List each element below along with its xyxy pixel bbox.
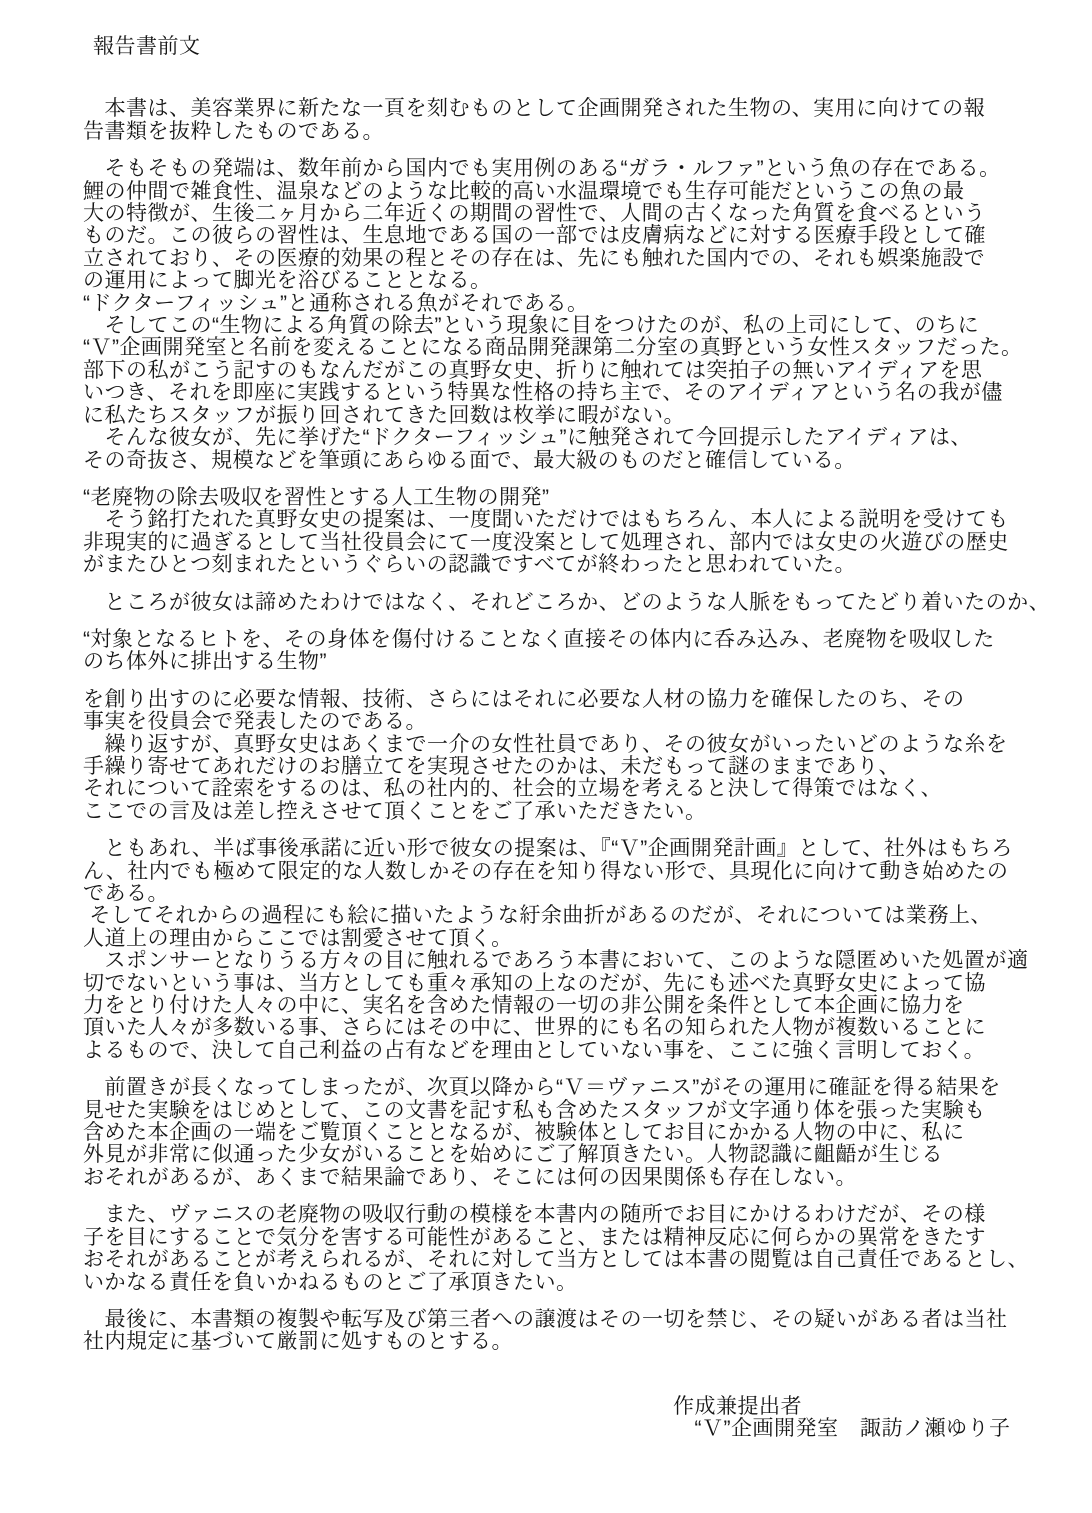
text-line: 人道上の理由からここでは割愛させて頂く。 xyxy=(83,926,513,950)
text-line: 部下の私がこう記すのもなんだがこの真野女史、折りに触れては突拍子の無いアイディアを思 xyxy=(83,358,983,382)
text-line: 立されており、その医療的効果の程とその存在は、先にも触れた国内での、それも娯楽施設で xyxy=(83,246,986,270)
text-line: の運用によって脚光を浴びることとなる。 xyxy=(83,269,492,293)
text-line: 含めた本企画の一端をご覧頂くこととなるが、被験体としてお目にかかる人物の中に、私に xyxy=(83,1121,965,1145)
text-line: ところが彼女は諦めたわけではなく、それどころか、どのような人脈をもってたどり着いたのか、 xyxy=(83,590,1051,614)
text-line: いかなる責任を負いかねるものとご了承頂きたい。 xyxy=(83,1270,578,1294)
text-line: “Ｖ”企画開発室と名前を変えることになる商品開発課第二分室の真野という女性スタッフだった。 xyxy=(83,336,1023,360)
text-line: 力をとり付けた人々の中に、実名を含めた情報の一切の非公開を条件として本企画に協力を xyxy=(83,994,965,1018)
text-line: 社内規定に基づいて厳罰に処すものとする。 xyxy=(83,1330,513,1354)
text-line: ん、社内でも極めて限定的な人数しかその存在を知り得ない形で、具現化に向けて動き始めたの xyxy=(83,859,1009,883)
text-line: “対象となるヒトを、その身体を傷付けることなく直接その体内に呑み込み、老廃物を吸収した xyxy=(83,627,995,651)
text-line: がまたひとつ刻まれたというぐらいの認識ですべてが終わったと思われていた。 xyxy=(83,553,856,577)
text-line: おそれがあるが、あくまで結果論であり、そこには何の因果関係も存在しない。 xyxy=(83,1165,857,1189)
text-line: 最後に、本書類の複製や転写及び第三者への譲渡はその一切を禁じ、その疑いがある者は当社 xyxy=(83,1307,1008,1331)
text-line: 告書類を抜粋したものである。 xyxy=(83,119,384,143)
text-line: 本書は、美容業界に新たな一頁を刻むものとして企画開発された生物の、実用に向けての報 xyxy=(83,97,986,121)
paragraph-block xyxy=(83,689,1084,823)
paragraph-block xyxy=(83,98,1084,143)
page-title: 報告書前文 xyxy=(93,35,201,58)
paragraph-block xyxy=(83,1077,1084,1189)
text-line: また、ヴァニスの老廃物の吸収行動の模様を本書内の随所でお目にかけるわけだが、その様 xyxy=(83,1203,986,1227)
text-line: ここでの言及は差し控えさせて頂くことをご了承いただきたい。 xyxy=(83,799,707,823)
text-line: いつき、それを即座に実践するという特異な性格の持ち主で、そのアイディアという名の我が儘 xyxy=(83,381,1003,405)
text-line: 大の特徴が、生後二ヶ月から二年近くの期間の習性で、人間の古くなった角質を食べるという xyxy=(83,202,986,226)
text-line: そんな彼女が、先に挙げた“ドクターフィッシュ”に触発されて今回提示したアイディアは、 xyxy=(83,426,972,450)
text-line: おそれがあることが考えられるが、それに対して当方としては本書の閲覧は自己責任であるとし、 xyxy=(83,1248,1029,1272)
paragraph-block xyxy=(83,592,1084,614)
text-line: 頂いた人々が多数いる事、さらにはその中に、世界的にも名の知られた人物が複数いることに xyxy=(83,1016,986,1040)
text-line: ものだ。この彼らの習性は、生息地である国の一部では皮膚病などに対する医療手段として確 xyxy=(83,224,986,248)
text-line: そしてこの“生物による角質の除去”という現象に目をつけたのが、私の上司にして、のちに xyxy=(83,314,980,338)
signature-block xyxy=(673,1396,1084,1441)
document-body xyxy=(83,98,1084,1353)
text-line: 子を目にすることで気分を害する可能性があること、または精神反応に何らかの異常をきたす xyxy=(83,1225,986,1249)
text-line: 見せた実験をはじめとして、この文書を記す私も含めたスタッフが文字通り体を張った実験も xyxy=(83,1098,986,1122)
text-line: を創り出すのに必要な情報、技術、さらにはそれに必要な人材の協力を確保したのち、その xyxy=(83,687,965,711)
text-line: 事実を役員会で発表したのである。 xyxy=(83,710,427,734)
text-line: 手繰り寄せてあれだけのお膳立てを実現させたのかは、未だもって謎のままであり、 xyxy=(83,754,900,778)
text-line: “老廃物の除去吸収を習性とする人工生物の開発” xyxy=(83,485,550,509)
text-line: 非現実的に過ぎるとして当社役員会にて一度没案として処理され、部内では女史の火遊びの歴史 xyxy=(83,530,1009,554)
text-line: 外見が非常に似通った少女がいることを始めにご了解頂きたい。人物認識に齟齬が生じる xyxy=(83,1143,943,1167)
text-line: 切でないという事は、当方としても重々承知の上なのだが、先にも述べた真野女史によって協 xyxy=(83,971,986,995)
signature-line: “Ｖ”企画開発室 諏訪ノ瀬ゆり子 xyxy=(673,1417,1011,1441)
signature-line: 作成兼提出者 xyxy=(673,1394,802,1418)
text-line: そう銘打たれた真野女史の提案は、一度聞いただけではもちろん、本人による説明を受けても xyxy=(83,508,1009,532)
text-line: スポンサーとなりうる方々の目に触れるであろう本書において、このような隠匿めいた処置が適 xyxy=(83,949,1029,973)
document-content xyxy=(83,36,1084,1441)
paragraph-block xyxy=(83,158,1084,472)
text-line: である。 xyxy=(83,882,169,905)
text-line: のち体外に排出する生物” xyxy=(83,650,327,674)
paragraph-block xyxy=(83,487,1084,577)
text-line: 前置きが長くなってしまったが、次頁以降から“Ｖ＝ヴァニス”がその運用に確証を得る結果を xyxy=(83,1076,1001,1100)
paragraph-block xyxy=(83,629,1084,674)
text-line: そもそもの発端は、数年前から国内でも実用例のある“ガラ・ルファ”という魚の存在である。 xyxy=(83,157,1001,181)
text-line: “ドクターフィッシュ”と通称される魚がそれである。 xyxy=(83,291,589,315)
text-line: よるもので、決して自己利益の占有などを理由としていない事を、ここに強く言明しておく。 xyxy=(83,1038,986,1062)
paragraph-block xyxy=(83,838,1084,1062)
text-line: そしてそれからの過程にも絵に描いたような紆余曲折があるのだが、それについては業務上、 xyxy=(83,904,992,928)
paragraph-block xyxy=(83,1309,1084,1354)
text-line: 繰り返すが、真野女史はあくまで一介の女性社員であり、その彼女がいったいどのような糸を xyxy=(83,732,1008,756)
text-line: に私たちスタッフが振り回されてきた回数は枚挙に暇がない。 xyxy=(83,403,685,427)
text-line: 鯉の仲間で雑食性、温泉などのような比較的高い水温環境でも生存可能だというこの魚の最 xyxy=(83,179,965,203)
text-line: その奇抜さ、規模などを筆頭にあらゆる面で、最大級のものだと確信している。 xyxy=(83,448,856,472)
text-line: それについて詮索をするのは、私の社内的、社会的立場を考えると決して得策ではなく、 xyxy=(83,777,943,801)
text-line: ともあれ、半ば事後承諾に近い形で彼女の提案は、『“Ｖ”企画開発計画』として、社外はもちろ xyxy=(83,837,1013,861)
paragraph-block xyxy=(83,1204,1084,1294)
